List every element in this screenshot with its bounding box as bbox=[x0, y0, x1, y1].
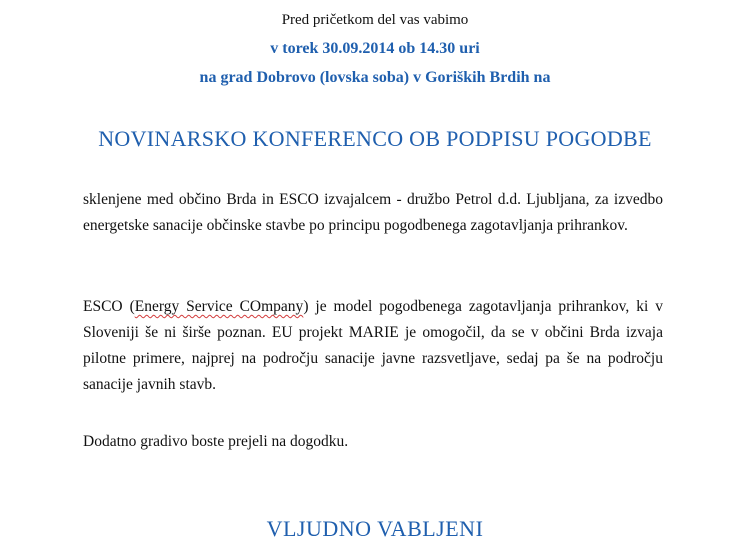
paragraph-esco-start: ESCO ( bbox=[83, 298, 135, 315]
paragraph-esco bbox=[83, 294, 663, 398]
closing-invitation: VLJUDNO VABLJENI bbox=[266, 516, 484, 541]
place-line: na grad Dobrovo (lovska soba) v Goriških Brdih na bbox=[199, 69, 551, 86]
intro-line: Pred pričetkom del vas vabimo bbox=[281, 12, 469, 28]
paragraph-materials: Dodatno gradivo boste prejeli na dogodku. bbox=[83, 433, 349, 450]
paragraph-esco-rest: ) je model pogodbenega zagotavljanja prihrankov, ki v Sloveniji še ni širše poznan. EU projekt MARIE je omogočil, da se v občini Brda izvaja pilotne primere, najprej na področju sanacije javne razsvetljave, sedaj pa še na področju sanacije javnih stavb. bbox=[83, 298, 663, 393]
spellcheck-highlight: Energy Service COmpany bbox=[134, 298, 304, 315]
paragraph-contract: sklenjene med občino Brda in ESCO izvajalcem - družbo Petrol d.d. Ljubljana, za izvedbo energetske sanacije občinske stavbe po principu pogodbenega zagotavljanja prihrankov. bbox=[83, 191, 663, 234]
date-line: v torek 30.09.2014 ob 14.30 uri bbox=[270, 40, 480, 57]
conference-heading: NOVINARSKO KONFERENCO OB PODPISU POGODBE bbox=[98, 126, 652, 151]
